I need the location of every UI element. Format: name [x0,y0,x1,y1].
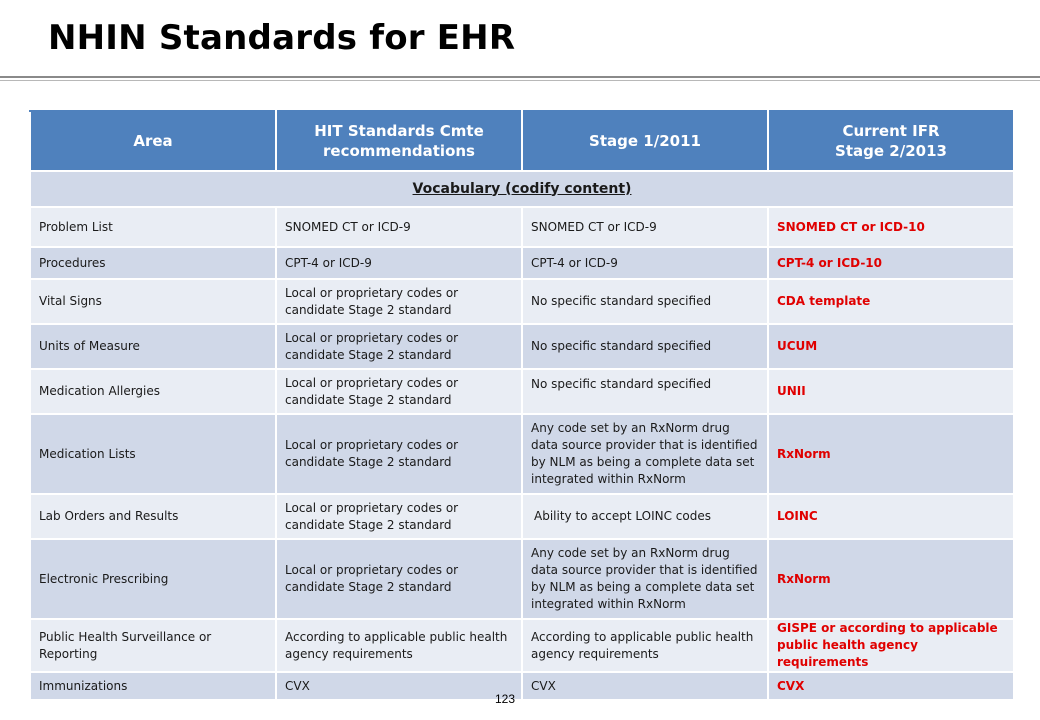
cell-ifr: UCUM [768,324,1014,369]
header-hit-line1: HIT Standards Cmte [314,122,484,140]
cell-ifr: RxNorm [768,414,1014,494]
cell-stage1: CVX [522,672,768,700]
cell-stage1: SNOMED CT or ICD-9 [522,207,768,247]
cell-hit: SNOMED CT or ICD-9 [276,207,522,247]
cell-hit: Local or proprietary codes or candidate Stage 2 standard [276,369,522,414]
standards-table [29,110,1015,701]
table-row [30,539,1014,619]
cell-area: Procedures [30,247,276,279]
cell-ifr: LOINC [768,494,1014,539]
cell-area: Public Health Surveillance or Reporting [30,619,276,672]
header-ifr-line1: Current IFR [842,122,940,140]
table-row [30,414,1014,494]
cell-hit: CVX [276,672,522,700]
cell-hit: Local or proprietary codes or candidate Stage 2 standard [276,539,522,619]
cell-area: Vital Signs [30,279,276,324]
header-current-ifr [768,111,1014,171]
cell-ifr: GISPE or according to applicable public health agency requirements [768,619,1014,672]
section-cell [30,171,1014,207]
header-hit-line2: recommendations [323,142,475,160]
cell-hit: According to applicable public health agency requirements [276,619,522,672]
cell-stage1: According to applicable public health agency requirements [522,619,768,672]
cell-ifr: UNII [768,369,1014,414]
table-row [30,324,1014,369]
cell-stage1: Ability to accept LOINC codes [522,494,768,539]
cell-ifr: CDA template [768,279,1014,324]
cell-stage1: CPT-4 or ICD-9 [522,247,768,279]
cell-area: Electronic Prescribing [30,539,276,619]
cell-hit: Local or proprietary codes or candidate Stage 2 standard [276,494,522,539]
cell-stage1: Any code set by an RxNorm drug data source provider that is identified by NLM as being a complete data set integrated within RxNorm [522,539,768,619]
cell-ifr: RxNorm [768,539,1014,619]
cell-stage1: No specific standard specified [522,369,768,414]
cell-ifr: SNOMED CT or ICD-10 [768,207,1014,247]
cell-area: Problem List [30,207,276,247]
table-row [30,619,1014,672]
cell-hit: Local or proprietary codes or candidate Stage 2 standard [276,324,522,369]
table-row [30,279,1014,324]
table-row [30,494,1014,539]
header-ifr-line2: Stage 2/2013 [835,142,947,160]
table-header-row [30,111,1014,171]
cell-stage1: No specific standard specified [522,324,768,369]
cell-area: Units of Measure [30,324,276,369]
cell-area: Medication Allergies [30,369,276,414]
cell-stage1: Any code set by an RxNorm drug data source provider that is identified by NLM as being a complete data set integrated within RxNorm [522,414,768,494]
cell-ifr: CPT-4 or ICD-10 [768,247,1014,279]
header-hit-standards [276,111,522,171]
title-divider [0,76,1040,78]
cell-hit: Local or proprietary codes or candidate Stage 2 standard [276,414,522,494]
page-title: NHIN Standards for EHR [48,18,516,58]
header-stage1: Stage 1/2011 [522,111,768,171]
cell-area: Medication Lists [30,414,276,494]
table-row [30,207,1014,247]
cell-hit: CPT-4 or ICD-9 [276,247,522,279]
title-divider-secondary [0,80,1040,81]
cell-stage1: No specific standard specified [522,279,768,324]
section-row [30,171,1014,207]
section-label: Vocabulary (codify content) [412,180,632,197]
table-row [30,369,1014,414]
cell-area: Lab Orders and Results [30,494,276,539]
table-row [30,247,1014,279]
page-number: 123 [494,692,516,706]
cell-area: Immunizations [30,672,276,700]
cell-ifr: CVX [768,672,1014,700]
header-area: Area [30,111,276,171]
cell-hit: Local or proprietary codes or candidate Stage 2 standard [276,279,522,324]
